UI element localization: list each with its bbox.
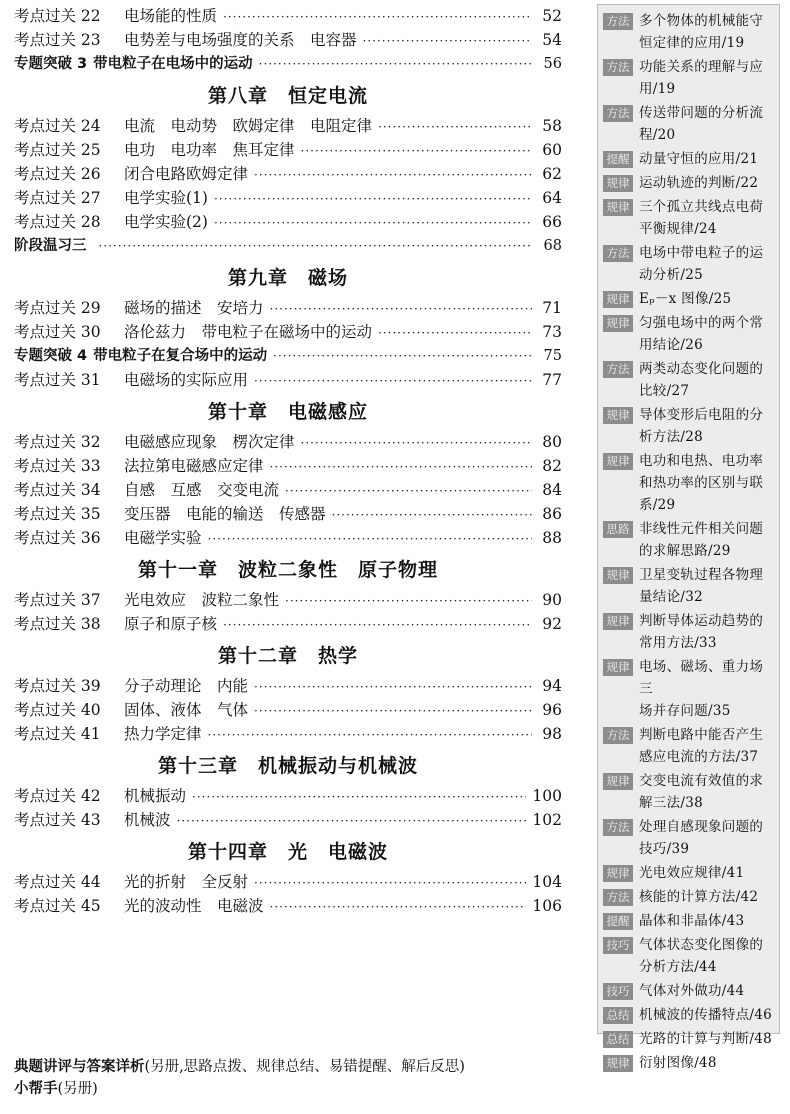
tip-item (603, 724, 773, 768)
tip-item (603, 1004, 773, 1026)
tip-category-badge: 规律 (603, 613, 633, 630)
toc-entry-label: 考点过关 30 (14, 323, 101, 341)
tip-item (603, 886, 773, 908)
tip-text: 三个孤立共线点电荷 平衡规律/24 (639, 199, 764, 237)
leader-dots (208, 527, 532, 551)
toc-entry-label: 考点过关 34 (14, 481, 101, 499)
toc-entry-label: 考点过关 38 (14, 615, 101, 633)
toc-entry[interactable] (14, 210, 562, 234)
tip-text: 动量守恒的应用/21 (639, 151, 759, 167)
toc-entry-title: 带电粒子在复合场中的运动 (93, 348, 268, 364)
tip-category-badge: 规律 (603, 175, 633, 192)
tip-text: 气体状态变化图像的 分析方法/44 (639, 937, 764, 975)
tip-category-badge: 规律 (603, 773, 633, 790)
toc-entry-page: 60 (542, 141, 562, 159)
footer-line-answers (14, 1056, 714, 1078)
leader-dots (301, 431, 532, 455)
toc-entry[interactable] (14, 674, 562, 698)
toc-entry-title: 变压器 电能的输送 传感器 (124, 505, 326, 523)
toc-entry[interactable] (14, 138, 562, 162)
toc-entry-page: 94 (542, 677, 562, 695)
toc-entry-page: 104 (532, 873, 562, 891)
tip-category-badge: 规律 (603, 453, 633, 470)
tip-item (603, 518, 773, 562)
toc-entry-title: 闭合电路欧姆定律 (124, 165, 249, 183)
tip-category-badge: 技巧 (603, 983, 633, 1000)
toc-entry-title: 光的折射 全反射 (124, 873, 249, 891)
toc-entry-title: 电流 电动势 欧姆定律 电阻定律 (124, 117, 373, 135)
toc-entry-label: 考点过关 43 (14, 811, 101, 829)
tip-category-badge: 规律 (603, 567, 633, 584)
toc-entry-page: 98 (542, 725, 562, 743)
toc-entry-title: 光的波动性 电磁波 (124, 897, 264, 915)
toc-entry-title: 机械波 (124, 811, 171, 829)
toc-entry-page: 68 (543, 238, 562, 254)
toc-entry-page: 90 (542, 591, 562, 609)
toc-entry-page: 54 (542, 31, 562, 49)
toc-entry-page: 64 (542, 189, 562, 207)
toc-entry-page: 75 (543, 348, 562, 364)
tip-text: Eₚ－x 图像/25 (639, 291, 732, 307)
toc-entry-title: 洛伦兹力 带电粒子在磁场中的运动 (124, 323, 373, 341)
tip-item (603, 450, 773, 516)
leader-dots (99, 234, 533, 258)
toc-entry[interactable] (14, 526, 562, 550)
tip-category-badge: 方法 (603, 727, 633, 744)
leader-dots (301, 139, 532, 163)
toc-entry-page: 71 (542, 299, 562, 317)
leader-dots (208, 723, 532, 747)
toc-entry-title: 热力学定律 (124, 725, 202, 743)
leader-dots (273, 344, 532, 368)
tip-text: 卫星变轨过程各物理 量结论/32 (639, 567, 764, 605)
tip-category-badge: 总结 (603, 1031, 633, 1048)
toc-entry-title: 光电效应 波粒二象性 (124, 591, 280, 609)
tip-text: 气体对外做功/44 (639, 983, 745, 999)
tip-item (603, 910, 773, 932)
tip-text: 运动轨迹的判断/22 (639, 175, 759, 191)
tip-text: 两类动态变化问题的 比较/27 (639, 361, 764, 399)
tip-item (603, 10, 773, 54)
answers-booklet-note: (另册,思路点拨、规律总结、易错提醒、解后反思) (144, 1059, 465, 1075)
toc-entry-title: 带电粒子在电场中的运动 (93, 56, 253, 72)
leader-dots (223, 613, 532, 637)
tip-text: 非线性元件相关问题 的求解思路/29 (639, 521, 764, 559)
tip-text: 多个物体的机械能守 恒定律的应用/19 (639, 13, 764, 51)
tip-text: 传送带问题的分析流 程/20 (639, 105, 764, 143)
chapter-heading: 第十四章 光 电磁波 (187, 841, 388, 863)
toc-entry[interactable] (14, 808, 562, 832)
tip-text: 光路的计算与判断/48 (639, 1031, 773, 1047)
toc-entry-label: 考点过关 32 (14, 433, 101, 451)
toc-entry-title: 固体、液体 气体 (124, 701, 249, 719)
tip-text: 电功和电热、电功率 和热功率的区别与联 系/29 (639, 453, 764, 513)
toc-entry[interactable] (14, 870, 562, 894)
tip-item (603, 56, 773, 100)
leader-dots (254, 163, 532, 187)
toc-entry-page: 80 (542, 433, 562, 451)
toc-entry[interactable] (14, 612, 562, 636)
toc-entry-label: 考点过关 29 (14, 299, 101, 317)
tip-text: 处理自感现象问题的 技巧/39 (639, 819, 764, 857)
tip-category-badge: 方法 (603, 819, 633, 836)
toc-entry-title: 分子动理论 内能 (124, 677, 249, 695)
tip-category-badge: 方法 (603, 13, 633, 30)
leader-dots (378, 115, 532, 139)
toc-entry-label: 考点过关 35 (14, 505, 101, 523)
toc-entry-label: 考点过关 36 (14, 529, 101, 547)
toc-entry-page: 77 (542, 371, 562, 389)
tip-item (603, 242, 773, 286)
toc-entry[interactable] (14, 722, 562, 746)
tip-item (603, 564, 773, 608)
chapter-heading: 第十一章 波粒二象性 原子物理 (137, 559, 438, 581)
toc-entry-title: 机械振动 (124, 787, 187, 805)
tip-category-badge: 规律 (603, 659, 633, 676)
tip-category-badge: 方法 (603, 245, 633, 262)
leader-dots (214, 187, 532, 211)
toc-entry-page: 62 (542, 165, 562, 183)
footer-notes (14, 1056, 714, 1100)
tip-text: 功能关系的理解与应 用/19 (639, 59, 764, 97)
leader-dots (285, 589, 532, 613)
leader-dots (259, 52, 532, 76)
leader-dots (270, 455, 532, 479)
toc-entry-label: 阶段温习三 (14, 238, 87, 254)
leader-dots (285, 479, 532, 503)
toc-entry-title: 电磁学实验 (124, 529, 202, 547)
toc-entry-page: 82 (542, 457, 562, 475)
toc-entry-page: 73 (542, 323, 562, 341)
toc-entry-page: 52 (542, 7, 562, 25)
toc-entry[interactable] (14, 698, 562, 722)
toc-entry-title: 自感 互感 交变电流 (124, 481, 280, 499)
toc-entry-title: 法拉第电磁感应定律 (124, 457, 264, 475)
tip-category-badge: 规律 (603, 1055, 633, 1072)
tip-text: 光电效应规律/41 (639, 865, 745, 881)
toc-entry[interactable] (14, 320, 562, 344)
toc-special-entry[interactable] (14, 344, 562, 368)
leader-dots (223, 5, 532, 29)
toc-entry[interactable] (14, 4, 562, 28)
leader-dots (254, 369, 532, 393)
tip-category-badge: 方法 (603, 59, 633, 76)
leader-dots (177, 809, 527, 833)
toc-entry-label: 考点过关 27 (14, 189, 101, 207)
toc-entry[interactable] (14, 784, 562, 808)
tip-item (603, 358, 773, 402)
tip-item (603, 288, 773, 310)
toc-entry-title: 电磁场的实际应用 (124, 371, 249, 389)
helper-booklet-title: 小帮手 (14, 1081, 58, 1097)
tip-item (603, 172, 773, 194)
tip-category-badge: 规律 (603, 199, 633, 216)
chapter-heading: 第八章 恒定电流 (207, 85, 368, 107)
toc-entry-title: 电学实验(2) (124, 213, 208, 231)
leader-dots (363, 29, 532, 53)
leader-dots (332, 503, 532, 527)
toc-entry-page: 88 (542, 529, 562, 547)
toc-entry-label: 考点过关 31 (14, 371, 101, 389)
tip-item (603, 148, 773, 170)
toc-entry-title: 磁场的描述 安培力 (124, 299, 264, 317)
toc-entry-label: 考点过关 40 (14, 701, 101, 719)
leader-dots (270, 895, 527, 919)
tip-text: 判断电路中能否产生 感应电流的方法/37 (639, 727, 764, 765)
tip-category-badge: 提醒 (603, 913, 633, 930)
toc-entry[interactable] (14, 478, 562, 502)
helper-booklet-note: (另册) (57, 1081, 98, 1097)
tip-text: 电场、磁场、重力场三 场并存问题/35 (639, 659, 764, 719)
toc-entry-label: 考点过关 26 (14, 165, 101, 183)
tip-text: 衍射图像/48 (639, 1055, 717, 1071)
toc-entry[interactable] (14, 186, 562, 210)
toc-entry-page: 86 (542, 505, 562, 523)
chapter-heading: 第九章 磁场 (227, 267, 348, 289)
toc-entry-page: 100 (532, 787, 562, 805)
toc-entry-label: 考点过关 37 (14, 591, 101, 609)
toc-entry-label: 考点过关 44 (14, 873, 101, 891)
toc-entry-title: 电势差与电场强度的关系 电容器 (124, 31, 357, 49)
tip-category-badge: 规律 (603, 865, 633, 882)
toc-entry-page: 106 (532, 897, 562, 915)
chapter-heading: 第十章 电磁感应 (207, 401, 368, 423)
tip-item (603, 770, 773, 814)
tip-category-badge: 规律 (603, 315, 633, 332)
toc-entry-title: 电场能的性质 (124, 7, 218, 25)
toc-entry-title: 电磁感应现象 楞次定律 (124, 433, 295, 451)
toc-entry-label: 考点过关 22 (14, 7, 101, 25)
toc-entry-title: 电功 电功率 焦耳定律 (124, 141, 295, 159)
tip-item (603, 1028, 773, 1050)
tip-item (603, 404, 773, 448)
toc-entry[interactable] (14, 894, 562, 918)
tip-item (603, 312, 773, 356)
toc-entry[interactable] (14, 114, 562, 138)
leader-dots (214, 211, 532, 235)
toc-entry-label: 考点过关 23 (14, 31, 101, 49)
chapter-heading: 第十二章 热学 (217, 645, 358, 667)
leader-dots (254, 871, 526, 895)
toc-entry-label: 考点过关 45 (14, 897, 101, 915)
tip-item (603, 862, 773, 884)
tip-category-badge: 提醒 (603, 151, 633, 168)
tip-text: 判断导体运动趋势的 常用方法/33 (639, 613, 764, 651)
toc-entry[interactable] (14, 162, 562, 186)
toc-entry-label: 专题突破 3 (14, 56, 88, 72)
toc-entry-label: 专题突破 4 (14, 348, 88, 364)
tip-text: 交变电流有效值的求 解三法/38 (639, 773, 764, 811)
toc-entry[interactable] (14, 28, 562, 52)
tip-category-badge: 总结 (603, 1007, 633, 1024)
toc-entry[interactable] (14, 296, 562, 320)
tip-text: 匀强电场中的两个常 用结论/26 (639, 315, 764, 353)
toc-entry-label: 考点过关 33 (14, 457, 101, 475)
table-of-contents (14, 4, 562, 918)
toc-entry[interactable] (14, 588, 562, 612)
toc-entry-label: 考点过关 41 (14, 725, 101, 743)
leader-dots (192, 785, 526, 809)
answers-booklet-title: 典题讲评与答案详析 (14, 1059, 145, 1075)
toc-entry[interactable] (14, 502, 562, 526)
toc-entry[interactable] (14, 454, 562, 478)
toc-entry-page: 56 (543, 56, 562, 72)
toc-entry-page: 58 (542, 117, 562, 135)
toc-entry-page: 66 (542, 213, 562, 231)
tip-item (603, 816, 773, 860)
toc-entry-page: 96 (542, 701, 562, 719)
footer-line-helper (14, 1078, 714, 1100)
toc-entry[interactable] (14, 368, 562, 392)
tip-text: 晶体和非晶体/43 (639, 913, 745, 929)
toc-entry-label: 考点过关 39 (14, 677, 101, 695)
toc-entry-page: 102 (532, 811, 562, 829)
tip-category-badge: 规律 (603, 291, 633, 308)
tip-text: 核能的计算方法/42 (639, 889, 759, 905)
toc-special-entry[interactable] (14, 52, 562, 76)
leader-dots (254, 699, 532, 723)
toc-special-entry[interactable] (14, 234, 562, 258)
toc-entry-title: 电学实验(1) (124, 189, 208, 207)
chapter-heading: 第十三章 机械振动与机械波 (157, 755, 418, 777)
toc-entry-page: 84 (542, 481, 562, 499)
tip-item (603, 980, 773, 1002)
tip-category-badge: 方法 (603, 889, 633, 906)
tip-item (603, 102, 773, 146)
tip-text: 导体变形后电阻的分 析方法/28 (639, 407, 764, 445)
toc-entry-label: 考点过关 42 (14, 787, 101, 805)
tip-category-badge: 方法 (603, 105, 633, 122)
tip-item (603, 610, 773, 654)
tip-text: 电场中带电粒子的运 动分析/25 (639, 245, 764, 283)
toc-entry-label: 考点过关 24 (14, 117, 101, 135)
toc-entry-label: 考点过关 25 (14, 141, 101, 159)
tip-category-badge: 规律 (603, 407, 633, 424)
tip-item (603, 196, 773, 240)
tip-category-badge: 方法 (603, 361, 633, 378)
toc-entry-label: 考点过关 28 (14, 213, 101, 231)
leader-dots (378, 321, 532, 345)
tip-item (603, 656, 773, 722)
tips-sidebar (597, 4, 780, 1071)
leader-dots (254, 675, 532, 699)
toc-entry[interactable] (14, 430, 562, 454)
tip-category-badge: 技巧 (603, 937, 633, 954)
tip-text: 机械波的传播特点/46 (639, 1007, 773, 1023)
toc-entry-title: 原子和原子核 (124, 615, 218, 633)
leader-dots (270, 297, 532, 321)
toc-entry-page: 92 (542, 615, 562, 633)
tip-category-badge: 思路 (603, 521, 633, 538)
tip-item (603, 934, 773, 978)
